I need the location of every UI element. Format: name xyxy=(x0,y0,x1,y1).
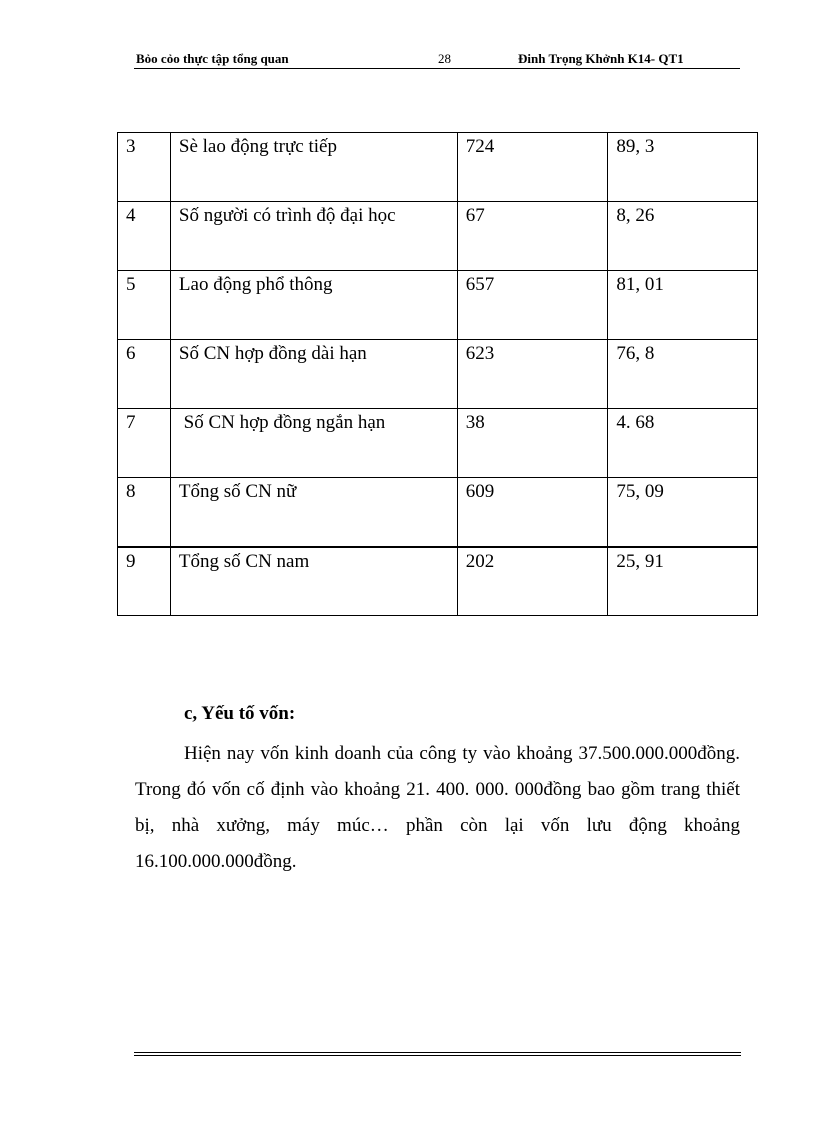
row-percent: 76, 8 xyxy=(608,340,758,409)
table-row xyxy=(118,409,758,478)
row-percent: 89, 3 xyxy=(608,133,758,202)
row-label: Lao động phổ thông xyxy=(170,271,457,340)
table-row xyxy=(118,133,758,202)
section-title: c, Yếu tố vốn: xyxy=(184,703,296,724)
row-count: 38 xyxy=(457,409,608,478)
row-count: 67 xyxy=(457,202,608,271)
row-count: 623 xyxy=(457,340,608,409)
row-percent: 81, 01 xyxy=(608,271,758,340)
row-label: Tổng số CN nữ xyxy=(170,478,457,547)
table-row xyxy=(118,271,758,340)
row-label: Số CN hợp đồng ngắn hạn xyxy=(170,409,457,478)
row-percent: 4. 68 xyxy=(608,409,758,478)
row-label: Tổng số CN nam xyxy=(170,547,457,616)
row-percent: 8, 26 xyxy=(608,202,758,271)
row-count: 657 xyxy=(457,271,608,340)
header-page-number: 28 xyxy=(438,51,451,66)
row-number: 5 xyxy=(118,271,171,340)
row-number: 4 xyxy=(118,202,171,271)
row-number: 3 xyxy=(118,133,171,202)
row-label: Số người có trình độ đại học xyxy=(170,202,457,271)
labor-table xyxy=(117,132,758,616)
row-label: Số CN hợp đồng dài hạn xyxy=(170,340,457,409)
row-count: 609 xyxy=(457,478,608,547)
page-header xyxy=(134,50,740,69)
header-author: Đinh Trọng Khởnh K14- QT1 xyxy=(518,51,684,66)
table-row xyxy=(118,340,758,409)
row-number: 8 xyxy=(118,478,171,547)
table-row xyxy=(118,478,758,547)
row-number: 7 xyxy=(118,409,171,478)
row-count: 724 xyxy=(457,133,608,202)
footer-divider xyxy=(134,1052,741,1056)
header-report-title: Bỏo cỏo thực tập tổng quan xyxy=(136,51,289,66)
row-percent: 75, 09 xyxy=(608,478,758,547)
capital-paragraph: Hiện nay vốn kinh doanh của công ty vào khoảng 37.500.000.000đồng. Trong đó vốn cố định vào khoảng 21. 400. 000. 000đồng bao gồm trang thiết bị, nhà xưởng, máy múc… phần còn lại vốn lưu động khoảng 16.100.000.000đồng. xyxy=(135,743,740,872)
row-percent: 25, 91 xyxy=(608,547,758,616)
table-row xyxy=(118,202,758,271)
row-number: 9 xyxy=(118,547,171,616)
row-number: 6 xyxy=(118,340,171,409)
row-count: 202 xyxy=(457,547,608,616)
table-row xyxy=(118,547,758,616)
row-label: Sè lao động trực tiếp xyxy=(170,133,457,202)
